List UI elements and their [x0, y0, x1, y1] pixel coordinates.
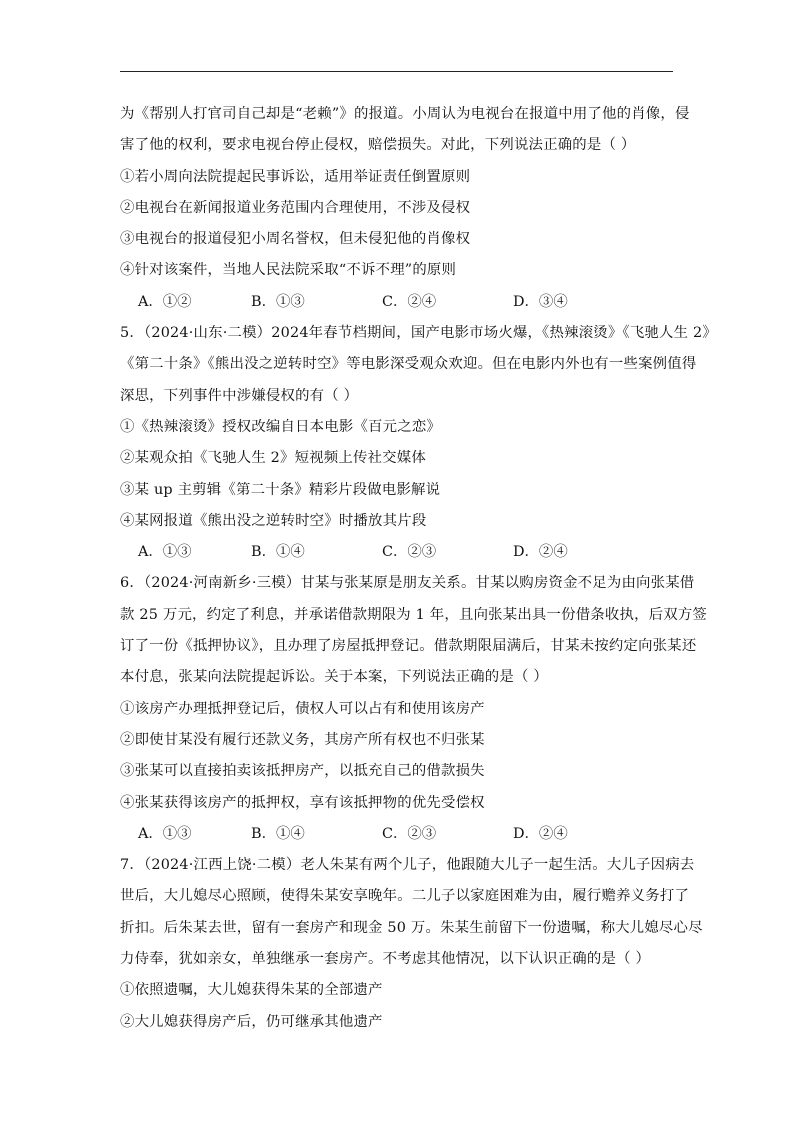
statement-item: ①该房产办理抵押登记后，债权人可以占有和使用该房产 [120, 700, 485, 717]
question-text-line: 害了他的权利，要求电视台停止侵权，赔偿损失。对此，下列说法正确的是（ ） [120, 137, 636, 154]
question-text-line: 7．（2024·江西上饶·二模）老人朱某有两个儿子，他跟随大儿子一起生活。大儿子因病去 [120, 857, 695, 874]
statement-item: ②即使甘某没有履行还款义务，其房产所有权也不归张某 [120, 731, 485, 748]
question-text-line: 世后，大儿媳尽心照顾，使得朱某安享晚年。二儿子以家庭困难为由，履行赡养义务打了 [120, 888, 690, 905]
question-text-line: 力侍奉，犹如亲女，单独继承一套房产。不考虑其他情况，以下认识正确的是（ ） [120, 951, 651, 968]
option-c: C．②④ [382, 293, 437, 310]
statement-item: ③电视台的报道侵犯小周名誉权，但未侵犯他的肖像权 [120, 231, 471, 248]
question-text-line: 为《帮别人打官司自己却是“老赖”》的报道。小周认为电视台在报道中用了他的肖像，侵 [120, 106, 690, 122]
statement-item: ④针对该案件，当地人民法院采取“不诉不理”的原则 [120, 262, 457, 279]
question-7 [120, 850, 703, 1038]
header-rule [120, 71, 673, 72]
question-text-line: 订了一份《抵押协议》，且办理了房屋抵押登记。借款期限届满后，甘某未按约定向张某还 [120, 638, 697, 655]
question-text-line: 6．（2024·河南新乡·三模）甘某与张某原是朋友关系。甘某以购房资金不足为由向张某借 [120, 575, 695, 592]
option-d: D．②④ [513, 825, 568, 842]
statement-item: ①《热辣滚烫》授权改编自日本电影《百元之恋》 [120, 418, 441, 435]
question-text-line: 折扣。后朱某去世，留有一套房产和现金 50 万。朱某生前留下一份遗嘱，称大儿媳尽心尽 [120, 919, 703, 936]
question-4-continuation [120, 99, 690, 318]
statement-item: ②大儿媳获得房产后，仍可继承其他遗产 [120, 1013, 383, 1030]
question-text-line: 款 25 万元，约定了利息，并承诺借款期限为 1 年，且向张某出具一份借条收执，后双方签 [120, 606, 708, 623]
option-a: A．①② [138, 293, 192, 310]
option-b: B．①④ [251, 544, 305, 561]
question-text-line: 本付息，张某向法院提起诉讼。关于本案，下列说法正确的是（ ） [120, 669, 548, 686]
option-b: B．①③ [251, 293, 305, 310]
option-c: C．②③ [382, 825, 437, 842]
option-a: A．①③ [138, 544, 192, 561]
option-b: B．①④ [251, 825, 305, 842]
question-text-line: 深思，下列事件中涉嫌侵权的有（ ） [120, 387, 359, 404]
statement-item: ④某网报道《熊出没之逆转时空》时播放其片段 [120, 512, 427, 529]
question-text-line: 5．（2024·山东·二模）2024年春节档期间，国产电影市场火爆，《热辣滚烫》《飞驰人生 2》 [120, 325, 717, 342]
option-a: A．①③ [138, 825, 192, 842]
question-5 [120, 318, 717, 568]
statement-item: ③某 up 主剪辑《第二十条》精彩片段做电影解说 [120, 481, 441, 498]
answer-options [120, 819, 680, 850]
statement-item: ②某观众拍《飞驰人生 2》短视频上传社交媒体 [120, 450, 426, 467]
question-6 [120, 568, 708, 850]
statement-item: ④张某获得该房产的抵押权，享有该抵押物的优先受偿权 [120, 794, 485, 811]
option-d: D．②④ [513, 544, 568, 561]
statement-item: ③张某可以直接拍卖该抵押房产，以抵充自己的借款损失 [120, 763, 485, 780]
answer-options [120, 537, 680, 568]
option-c: C．②③ [382, 544, 437, 561]
question-text-line: 《第二十条》《熊出没之逆转时空》等电影深受观众欢迎。但在电影内外也有一些案例值得 [120, 356, 697, 373]
option-d: D．③④ [513, 293, 568, 310]
statement-item: ①若小周向法院提起民事诉讼，适用举证责任倒置原则 [120, 168, 471, 185]
answer-options [120, 287, 680, 318]
statement-item: ②电视台在新闻报道业务范围内合理使用，不涉及侵权 [120, 199, 471, 216]
exam-page [120, 99, 717, 1038]
statement-item: ①依照遗嘱，大儿媳获得朱某的全部遗产 [120, 982, 383, 999]
